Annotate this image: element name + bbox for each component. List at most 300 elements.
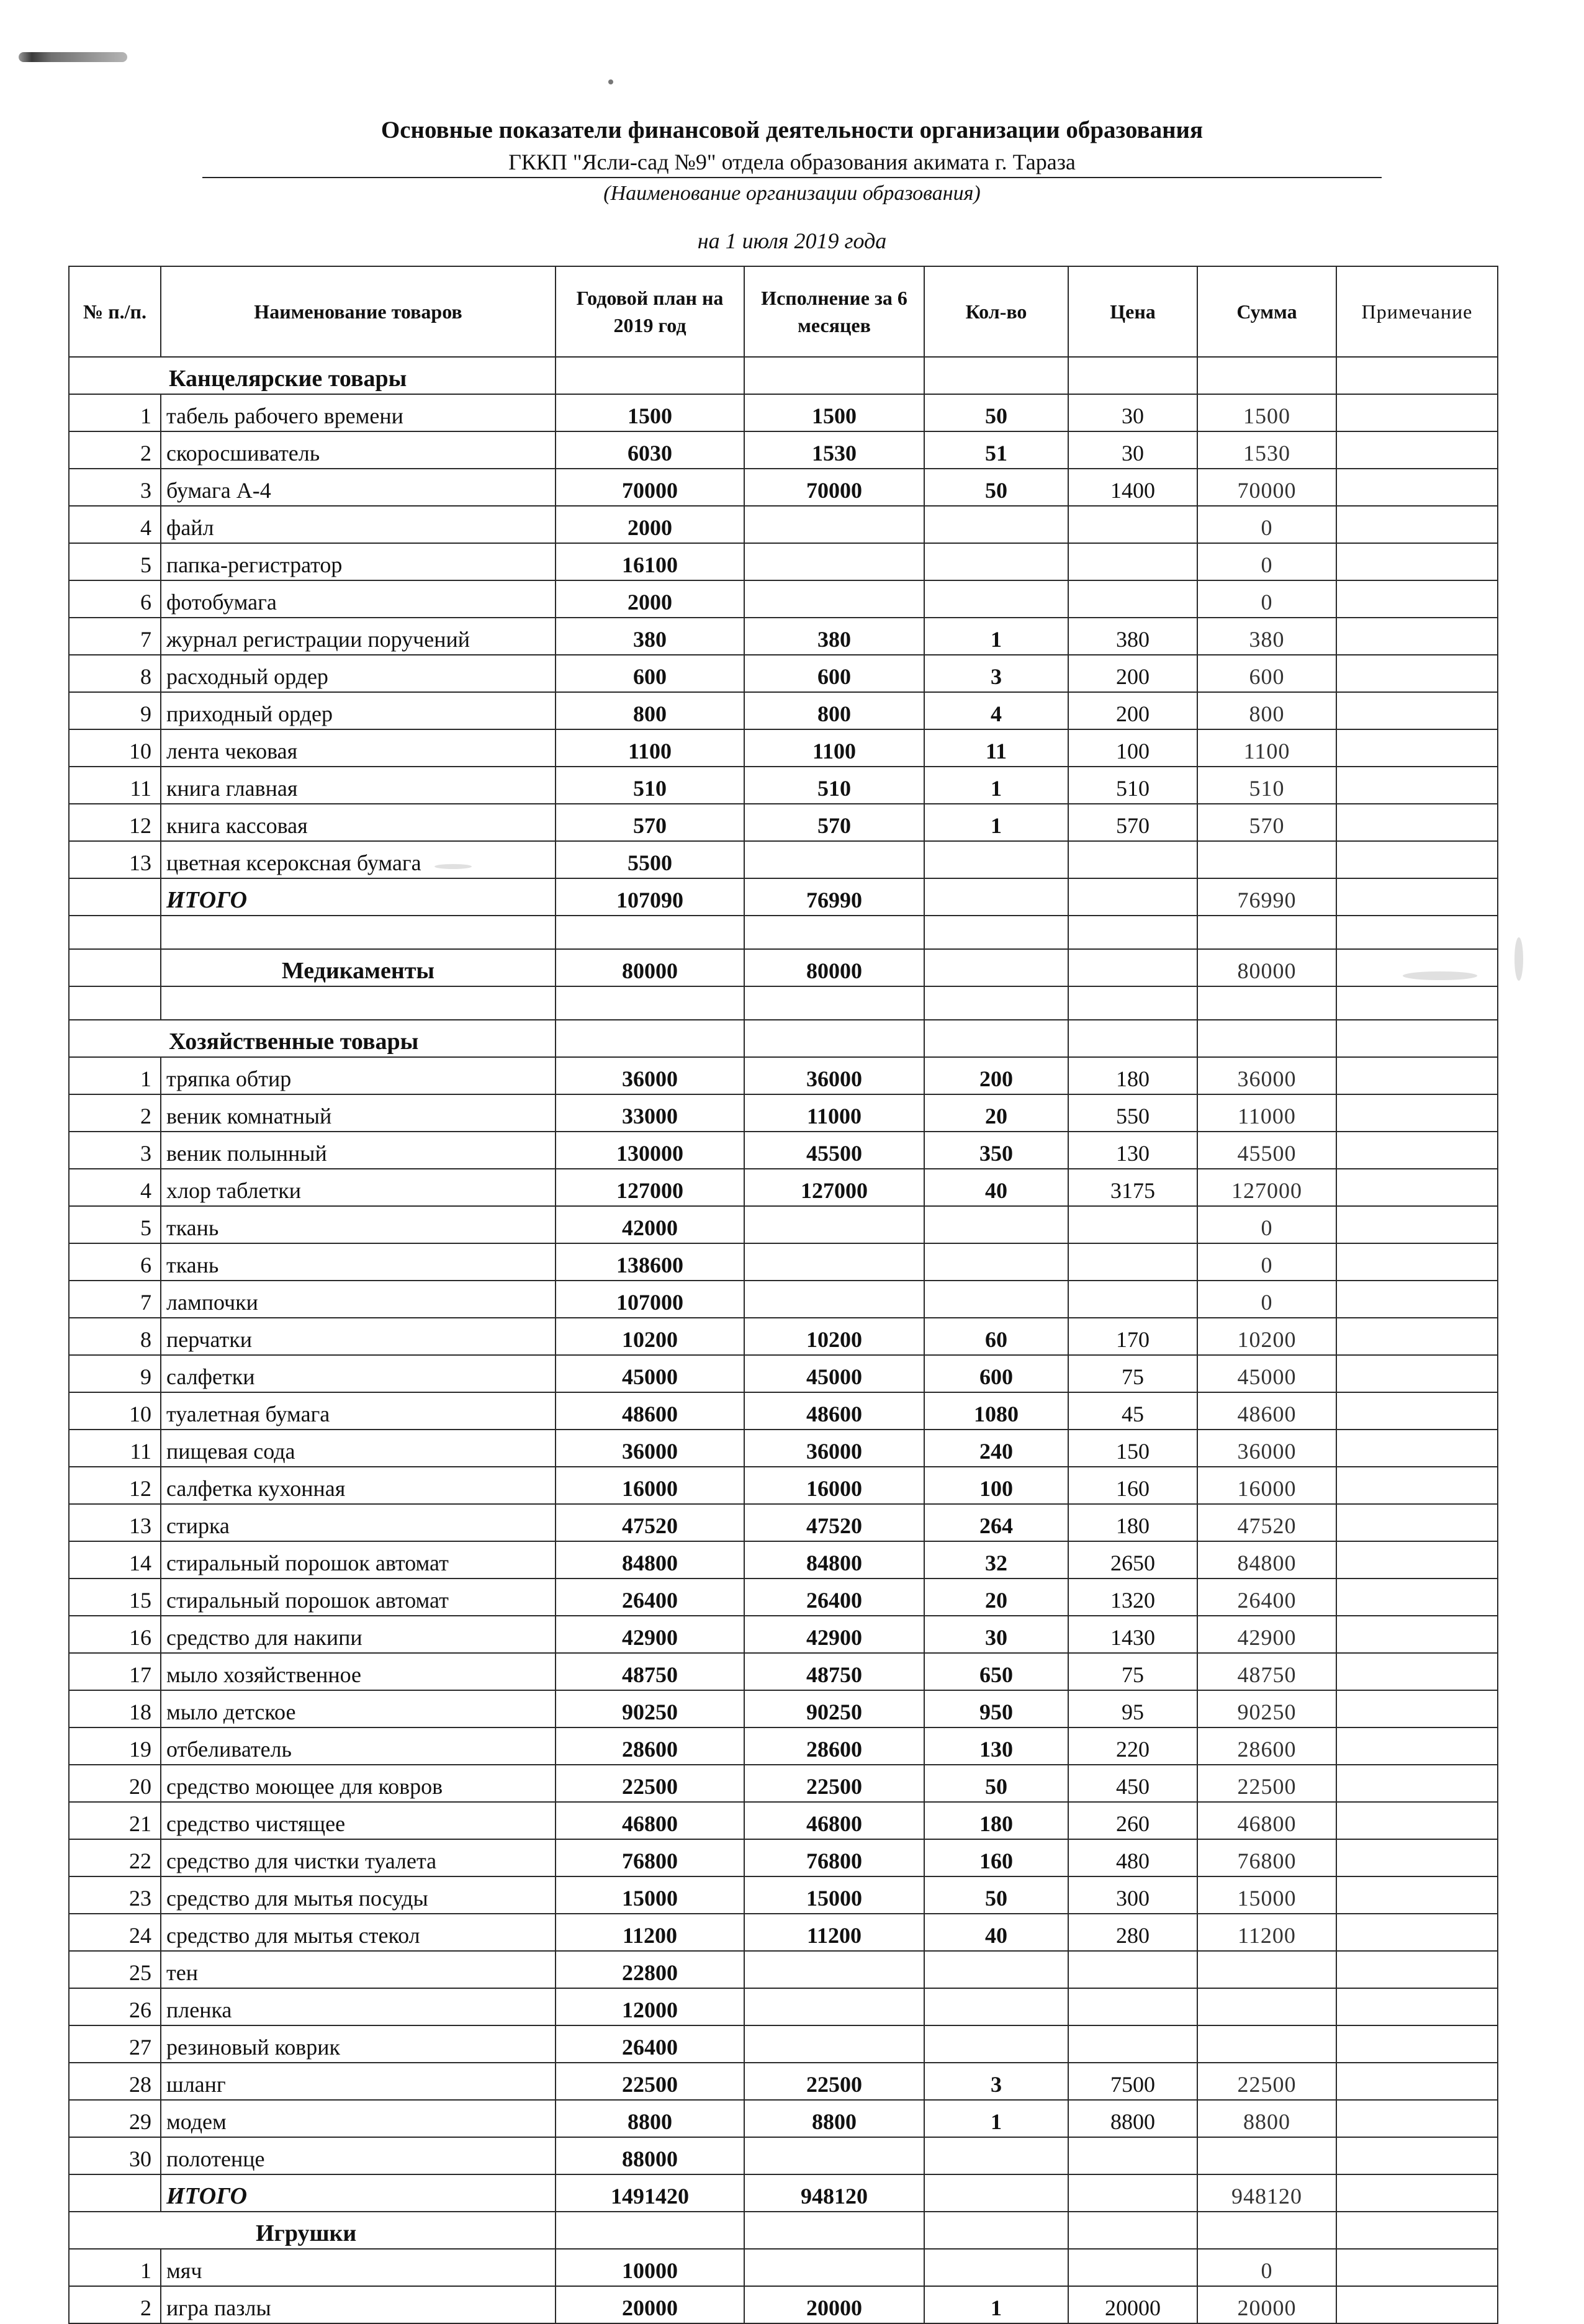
- table-row: [69, 1467, 1498, 1504]
- table-row: [69, 1206, 1498, 1243]
- row-number: 9: [69, 692, 161, 729]
- note: [1336, 1467, 1498, 1504]
- row-number: 24: [69, 1914, 161, 1951]
- note: [1336, 1318, 1498, 1355]
- item-name: мыло хозяйственное: [161, 1653, 556, 1690]
- annual-plan: 45000: [556, 1355, 744, 1392]
- sum: 0: [1197, 506, 1336, 543]
- row-number: 12: [69, 1467, 161, 1504]
- price: 8800: [1068, 2100, 1197, 2137]
- note: [1336, 1914, 1498, 1951]
- price: [1068, 506, 1197, 543]
- quantity: [924, 1206, 1068, 1243]
- six-month-execution: 28600: [744, 1727, 924, 1765]
- empty-cell: [69, 986, 161, 1020]
- row-number: 5: [69, 1206, 161, 1243]
- sum: 0: [1197, 543, 1336, 580]
- note: [1336, 1355, 1498, 1392]
- quantity: 3: [924, 655, 1068, 692]
- price: 20000: [1068, 2286, 1197, 2323]
- table-row: [69, 1653, 1498, 1690]
- sum: 22500: [1197, 2063, 1336, 2100]
- price: 3175: [1068, 1169, 1197, 1206]
- empty-cell: [1336, 1020, 1498, 1057]
- row-number: 1: [69, 2249, 161, 2286]
- sum: 48750: [1197, 1653, 1336, 1690]
- blank-row: [69, 986, 1498, 1020]
- quantity: 32: [924, 1541, 1068, 1579]
- quantity: [924, 1988, 1068, 2025]
- empty-cell: [924, 916, 1068, 949]
- note: [1336, 506, 1498, 543]
- price: 510: [1068, 767, 1197, 804]
- price: 1400: [1068, 469, 1197, 506]
- item-name: ткань: [161, 1243, 556, 1281]
- annual-plan: 127000: [556, 1169, 744, 1206]
- quantity: [924, 1243, 1068, 1281]
- item-name: салфетка кухонная: [161, 1467, 556, 1504]
- sum: 15000: [1197, 1876, 1336, 1914]
- empty-cell: [1068, 1020, 1197, 1057]
- price: 260: [1068, 1802, 1197, 1839]
- empty-cell: [924, 2212, 1068, 2249]
- total-sum: 76990: [1197, 878, 1336, 916]
- quantity: 1: [924, 2286, 1068, 2323]
- item-name: средство моющее для ковров: [161, 1765, 556, 1802]
- six-month-execution: 11000: [744, 1094, 924, 1132]
- annual-plan: 510: [556, 767, 744, 804]
- row-number: 7: [69, 618, 161, 655]
- six-month-execution: [744, 1281, 924, 1318]
- item-name: скоросшиватель: [161, 431, 556, 469]
- note: [1336, 1243, 1498, 1281]
- annual-plan: 16100: [556, 543, 744, 580]
- item-name: веник комнатный: [161, 1094, 556, 1132]
- row-number: 1: [69, 1057, 161, 1094]
- annual-plan: 42900: [556, 1616, 744, 1653]
- quantity: 50: [924, 394, 1068, 431]
- empty-cell: [1068, 357, 1197, 394]
- item-name: туалетная бумага: [161, 1392, 556, 1430]
- table-row: [69, 1765, 1498, 1802]
- item-name: средство для мытья стекол: [161, 1914, 556, 1951]
- row-number: 11: [69, 767, 161, 804]
- row-number: 3: [69, 469, 161, 506]
- note: [1336, 1876, 1498, 1914]
- annual-plan: 2000: [556, 580, 744, 618]
- empty-cell: [556, 2212, 744, 2249]
- six-month-execution: 26400: [744, 1579, 924, 1616]
- six-month-execution: 510: [744, 767, 924, 804]
- six-month-execution: 10200: [744, 1318, 924, 1355]
- sum: 1100: [1197, 729, 1336, 767]
- quantity: 4: [924, 692, 1068, 729]
- table-row: [69, 1876, 1498, 1914]
- six-month-execution: 36000: [744, 1430, 924, 1467]
- item-name: книга главная: [161, 767, 556, 804]
- annual-plan: 48750: [556, 1653, 744, 1690]
- note: [1336, 1281, 1498, 1318]
- six-month-execution: [744, 1206, 924, 1243]
- item-name: средство для мытья посуды: [161, 1876, 556, 1914]
- sum: 0: [1197, 1281, 1336, 1318]
- annual-plan: 20000: [556, 2286, 744, 2323]
- price: 30: [1068, 394, 1197, 431]
- table-row: [69, 2137, 1498, 2174]
- section-row: [69, 357, 1498, 394]
- price: 300: [1068, 1876, 1197, 1914]
- six-month-execution: 127000: [744, 1169, 924, 1206]
- item-name: стиральный порошок автомат: [161, 1541, 556, 1579]
- annual-plan: 570: [556, 804, 744, 841]
- annual-plan: 600: [556, 655, 744, 692]
- note: [1336, 655, 1498, 692]
- empty-cell: [744, 1020, 924, 1057]
- annual-plan: 12000: [556, 1988, 744, 2025]
- empty-cell: [69, 878, 161, 916]
- six-month-execution: 11200: [744, 1914, 924, 1951]
- empty-cell: [556, 986, 744, 1020]
- six-month-execution: 48750: [744, 1653, 924, 1690]
- row-number: 2: [69, 1094, 161, 1132]
- sum: 84800: [1197, 1541, 1336, 1579]
- note: [1336, 1169, 1498, 1206]
- item-name: приходный ордер: [161, 692, 556, 729]
- price: 160: [1068, 1467, 1197, 1504]
- price: [1068, 1988, 1197, 2025]
- six-month-execution: 380: [744, 618, 924, 655]
- quantity: [924, 506, 1068, 543]
- row-number: 15: [69, 1579, 161, 1616]
- table-row: [69, 729, 1498, 767]
- six-month-execution: [744, 543, 924, 580]
- row-number: 10: [69, 729, 161, 767]
- empty-cell: [1068, 986, 1197, 1020]
- note: [1336, 1579, 1498, 1616]
- section-row: [69, 2212, 1498, 2249]
- sum: 1500: [1197, 394, 1336, 431]
- quantity: 51: [924, 431, 1068, 469]
- table-row: [69, 1318, 1498, 1355]
- six-month-execution: 76800: [744, 1839, 924, 1876]
- quantity: 600: [924, 1355, 1068, 1392]
- annual-plan: 28600: [556, 1727, 744, 1765]
- header-exec: Исполнение за 6 месяцев: [744, 266, 924, 357]
- note: [1336, 1802, 1498, 1839]
- sum: 10200: [1197, 1318, 1336, 1355]
- table-row: [69, 1504, 1498, 1541]
- table-row: [69, 1541, 1498, 1579]
- price: 280: [1068, 1914, 1197, 1951]
- note: [1336, 1392, 1498, 1430]
- item-name: стирка: [161, 1504, 556, 1541]
- note: [1336, 1206, 1498, 1243]
- empty-cell: [1336, 2212, 1498, 2249]
- table-row: [69, 1392, 1498, 1430]
- price: [1068, 1243, 1197, 1281]
- total-row: [69, 878, 1498, 916]
- empty-cell: [1336, 357, 1498, 394]
- empty-cell: [1197, 1020, 1336, 1057]
- quantity: 950: [924, 1690, 1068, 1727]
- sum: 800: [1197, 692, 1336, 729]
- category-row: [69, 949, 1498, 986]
- quantity: 60: [924, 1318, 1068, 1355]
- row-number: 29: [69, 2100, 161, 2137]
- empty-cell: [1068, 2212, 1197, 2249]
- row-number: 27: [69, 2025, 161, 2063]
- annual-plan: 46800: [556, 1802, 744, 1839]
- price: 450: [1068, 1765, 1197, 1802]
- six-month-execution: 90250: [744, 1690, 924, 1727]
- item-name: тен: [161, 1951, 556, 1988]
- table-body: [69, 357, 1498, 2323]
- empty-cell: [1068, 878, 1197, 916]
- note: [1336, 692, 1498, 729]
- empty-cell: [161, 986, 556, 1020]
- note: [1336, 1727, 1498, 1765]
- annual-plan: 11200: [556, 1914, 744, 1951]
- row-number: 4: [69, 506, 161, 543]
- price: 75: [1068, 1355, 1197, 1392]
- price: 100: [1068, 729, 1197, 767]
- price: 180: [1068, 1057, 1197, 1094]
- annual-plan: 2000: [556, 506, 744, 543]
- quantity: 130: [924, 1727, 1068, 1765]
- sum: [1197, 1988, 1336, 2025]
- six-month-execution: 47520: [744, 1504, 924, 1541]
- quantity: [924, 1951, 1068, 1988]
- item-name: мыло детское: [161, 1690, 556, 1727]
- total-sum: 948120: [1197, 2174, 1336, 2212]
- row-number: 14: [69, 1541, 161, 1579]
- sum: 48600: [1197, 1392, 1336, 1430]
- table-row: [69, 1839, 1498, 1876]
- quantity: 20: [924, 1579, 1068, 1616]
- note: [1336, 1430, 1498, 1467]
- six-month-execution: 70000: [744, 469, 924, 506]
- item-name: отбеливатель: [161, 1727, 556, 1765]
- sum: 36000: [1197, 1057, 1336, 1094]
- annual-plan: 42000: [556, 1206, 744, 1243]
- price: 2650: [1068, 1541, 1197, 1579]
- sum: [1197, 2025, 1336, 2063]
- table-row: [69, 2100, 1498, 2137]
- header-note: Примечание: [1336, 266, 1498, 357]
- table-row: [69, 2025, 1498, 2063]
- note: [1336, 767, 1498, 804]
- item-name: перчатки: [161, 1318, 556, 1355]
- empty-cell: [744, 986, 924, 1020]
- sum: 570: [1197, 804, 1336, 841]
- annual-plan: 47520: [556, 1504, 744, 1541]
- empty-cell: [69, 916, 161, 949]
- price: [1068, 2249, 1197, 2286]
- sum: [1197, 2137, 1336, 2174]
- price: 200: [1068, 655, 1197, 692]
- report-date: на 1 июля 2019 года: [697, 228, 887, 253]
- sum: 0: [1197, 2249, 1336, 2286]
- price: [1068, 2025, 1197, 2063]
- six-month-execution: 600: [744, 655, 924, 692]
- row-number: 8: [69, 1318, 161, 1355]
- quantity: 50: [924, 469, 1068, 506]
- note: [1336, 2063, 1498, 2100]
- empty-cell: [556, 916, 744, 949]
- six-month-execution: [744, 1988, 924, 2025]
- table-row: [69, 1727, 1498, 1765]
- note: [1336, 2137, 1498, 2174]
- empty-cell: [161, 916, 556, 949]
- row-number: 12: [69, 804, 161, 841]
- empty-cell: [924, 949, 1068, 986]
- note: [1336, 1504, 1498, 1541]
- sum: 0: [1197, 580, 1336, 618]
- annual-plan: 5500: [556, 841, 744, 878]
- item-name: средство для накипи: [161, 1616, 556, 1653]
- scan-artifact-mark: [19, 52, 127, 62]
- note: [1336, 949, 1498, 986]
- table-row: [69, 469, 1498, 506]
- item-name: полотенце: [161, 2137, 556, 2174]
- annual-plan: 84800: [556, 1541, 744, 1579]
- section-title: Хозяйственные товары: [69, 1020, 556, 1057]
- quantity: 240: [924, 1430, 1068, 1467]
- price: 150: [1068, 1430, 1197, 1467]
- annual-plan: 33000: [556, 1094, 744, 1132]
- sum: 90250: [1197, 1690, 1336, 1727]
- item-name: средство для чистки туалета: [161, 1839, 556, 1876]
- quantity: 50: [924, 1765, 1068, 1802]
- note: [1336, 1839, 1498, 1876]
- row-number: 23: [69, 1876, 161, 1914]
- table-row: [69, 1914, 1498, 1951]
- note: [1336, 2025, 1498, 2063]
- sum: 36000: [1197, 1430, 1336, 1467]
- quantity: [924, 580, 1068, 618]
- annual-plan: 138600: [556, 1243, 744, 1281]
- document-header: [0, 115, 1584, 255]
- empty-cell: [924, 986, 1068, 1020]
- annual-plan: 15000: [556, 1876, 744, 1914]
- annual-plan: 36000: [556, 1430, 744, 1467]
- six-month-execution: 1500: [744, 394, 924, 431]
- category-sum: 80000: [1197, 949, 1336, 986]
- item-name: фотобумага: [161, 580, 556, 618]
- table-row: [69, 841, 1498, 878]
- price: [1068, 2137, 1197, 2174]
- sum: [1197, 841, 1336, 878]
- row-number: 8: [69, 655, 161, 692]
- price: 75: [1068, 1653, 1197, 1690]
- note: [1336, 1653, 1498, 1690]
- blank-row: [69, 916, 1498, 949]
- six-month-execution: 1530: [744, 431, 924, 469]
- sum: 1530: [1197, 431, 1336, 469]
- price: [1068, 1951, 1197, 1988]
- table-row: [69, 2286, 1498, 2323]
- table-row: [69, 1169, 1498, 1206]
- annual-plan: 36000: [556, 1057, 744, 1094]
- note: [1336, 1616, 1498, 1653]
- table-row: [69, 1616, 1498, 1653]
- price: 550: [1068, 1094, 1197, 1132]
- six-month-execution: [744, 506, 924, 543]
- organization-name: ГККП "Ясли-сад №9" отдела образования акимата г. Тараза: [202, 147, 1382, 178]
- annual-plan: 22500: [556, 2063, 744, 2100]
- annual-plan: 10200: [556, 1318, 744, 1355]
- note: [1336, 580, 1498, 618]
- empty-cell: [744, 916, 924, 949]
- empty-cell: [1197, 357, 1336, 394]
- annual-plan: 130000: [556, 1132, 744, 1169]
- price: [1068, 1206, 1197, 1243]
- quantity: 11: [924, 729, 1068, 767]
- empty-cell: [924, 1020, 1068, 1057]
- sum: 45000: [1197, 1355, 1336, 1392]
- sum: 0: [1197, 1243, 1336, 1281]
- quantity: [924, 1281, 1068, 1318]
- item-name: хлор таблетки: [161, 1169, 556, 1206]
- six-month-execution: 1100: [744, 729, 924, 767]
- six-month-execution: 42900: [744, 1616, 924, 1653]
- row-number: 2: [69, 431, 161, 469]
- total-label: ИТОГО: [161, 878, 556, 916]
- annual-plan: 26400: [556, 1579, 744, 1616]
- table-row: [69, 543, 1498, 580]
- quantity: [924, 2249, 1068, 2286]
- item-name: цветная ксероксная бумага: [161, 841, 556, 878]
- price: 200: [1068, 692, 1197, 729]
- header-price: Цена: [1068, 266, 1197, 357]
- item-name: лента чековая: [161, 729, 556, 767]
- total-plan: 1491420: [556, 2174, 744, 2212]
- sum: 70000: [1197, 469, 1336, 506]
- six-month-execution: 22500: [744, 2063, 924, 2100]
- section-title: Канцелярские товары: [69, 357, 556, 394]
- organization-caption: (Наименование организации образования): [603, 182, 981, 205]
- price: 1320: [1068, 1579, 1197, 1616]
- table-row: [69, 2249, 1498, 2286]
- empty-cell: [1068, 949, 1197, 986]
- note: [1336, 618, 1498, 655]
- quantity: [924, 543, 1068, 580]
- six-month-execution: 46800: [744, 1802, 924, 1839]
- category-name: Медикаменты: [161, 949, 556, 986]
- six-month-execution: [744, 841, 924, 878]
- empty-cell: [924, 357, 1068, 394]
- note: [1336, 2286, 1498, 2323]
- quantity: 180: [924, 1802, 1068, 1839]
- sum: 510: [1197, 767, 1336, 804]
- table-row: [69, 431, 1498, 469]
- scan-smudge: [1514, 937, 1523, 981]
- empty-cell: [744, 357, 924, 394]
- annual-plan: 48600: [556, 1392, 744, 1430]
- empty-cell: [1068, 2174, 1197, 2212]
- section-title: Игрушки: [69, 2212, 556, 2249]
- note: [1336, 729, 1498, 767]
- header-qty: Кол-во: [924, 266, 1068, 357]
- empty-cell: [1068, 916, 1197, 949]
- item-name: пищевая сода: [161, 1430, 556, 1467]
- note: [1336, 1690, 1498, 1727]
- price: 30: [1068, 431, 1197, 469]
- row-number: 30: [69, 2137, 161, 2174]
- quantity: 20: [924, 1094, 1068, 1132]
- row-number: 13: [69, 1504, 161, 1541]
- price: 480: [1068, 1839, 1197, 1876]
